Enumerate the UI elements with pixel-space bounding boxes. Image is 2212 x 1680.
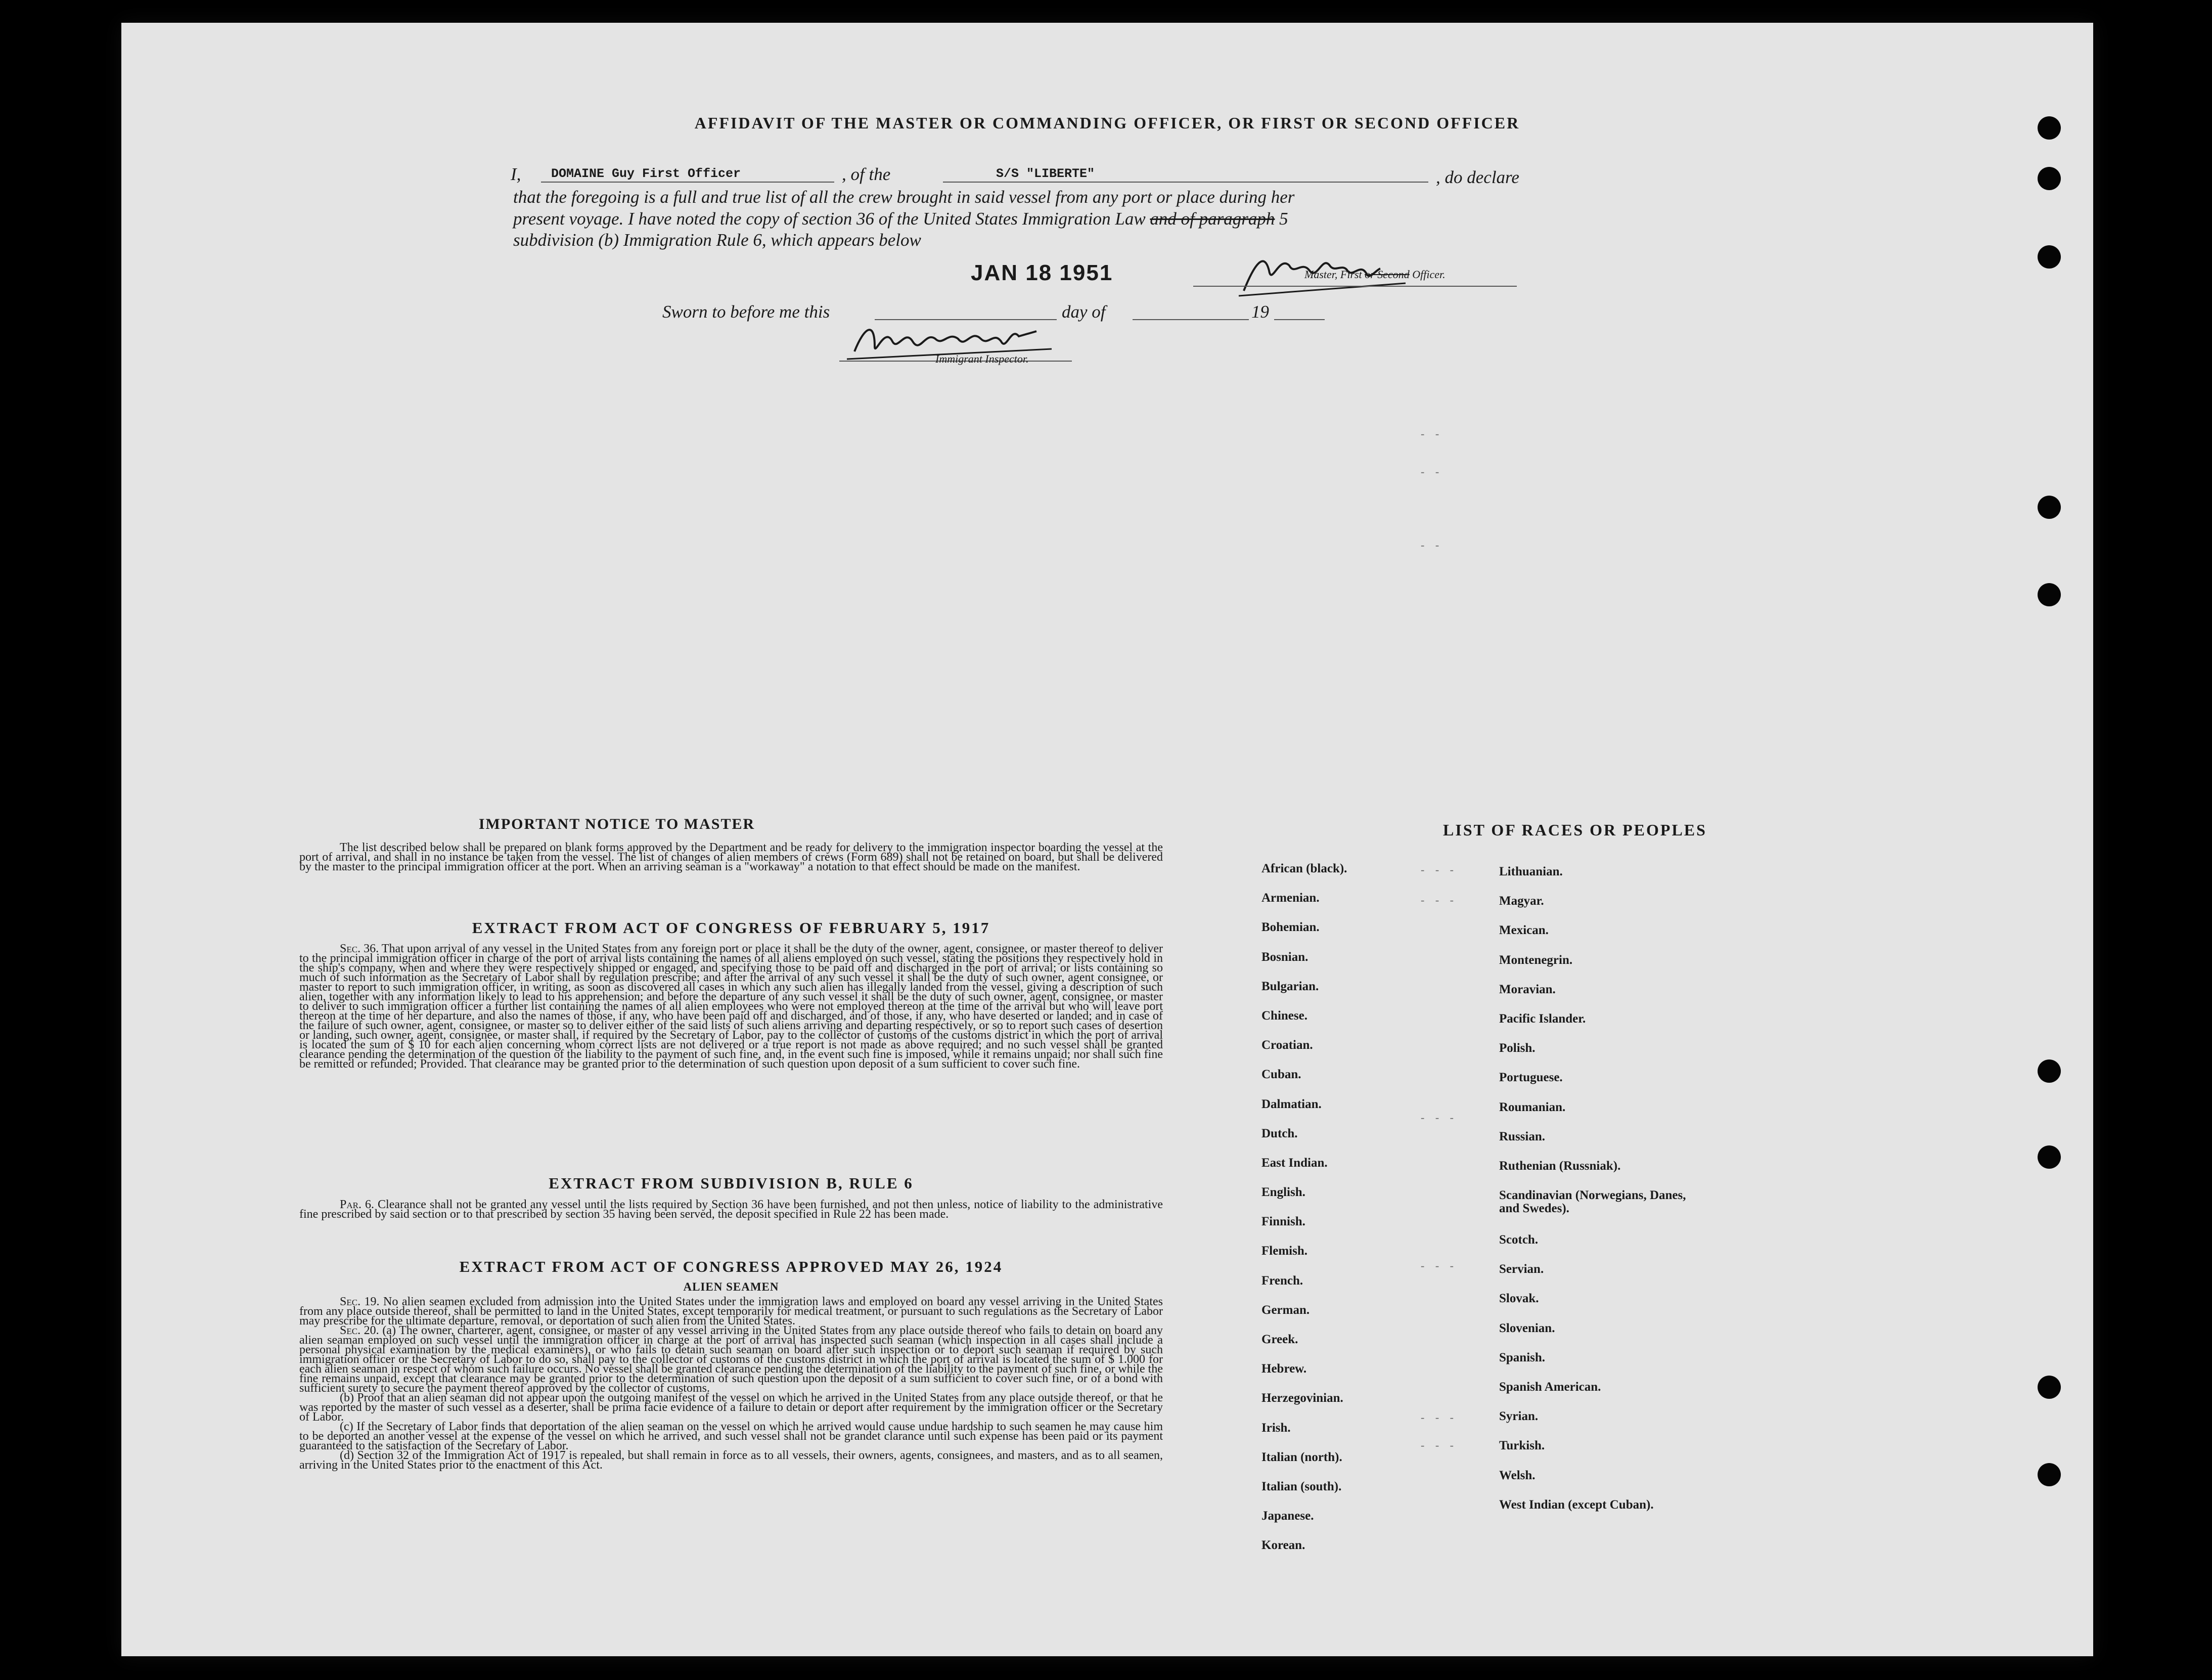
race-item: Bohemian.: [1261, 920, 1320, 935]
race-item: Mexican.: [1499, 923, 1549, 938]
extract-1917-body: Sec. 36. That upon arrival of any vessel in the United States from any foreign port or place it shall be the duty of the owner, agent, consignee, or master thereof to deliver to the principal immigration officer in charge of the port of arrival lists containing the names of all aliens employed on such vessel, stating the positions they respectively hold in the ship's company, when and where they were respectively shipped or engaged, and specifying those to be paid off and discharged in the port of arrival; or lists containing so much of such information as the Secretary of Labor shall by regulation prescribe; and after the arrival of any such vessel it shall be the duty of such owner, agent consignee, or master to report to such immigration officer, in writing, as soon as discovered all cases in which any such alien has illegally landed from the vessel, giving a description of such alien, together with any information likely to lead to his apprehension; and before the departure of any such vessel it shall be the duty of such owner, agent, consignee, or master to deliver to such immigration officer a further list containing the names of all alien employees who were not employed thereon at the time of the arrival but who will leave port thereon at the time of her departure, and also the names of those, if any, who have been paid off and discharged, and of those, if any, who have deserted or landed; and in case of the failure of such owner, agent, consignee, or master so to deliver either of the said lists of such aliens arriving and departing respectively, or so to report such cases of desertion or landing, such owner, agent, consignee, or master shall, if required by the Secretary of Labor, pay to the collector of customs of the customs district in which the port of arrival is located the sum of $ 10 for each alien concerning whom correct lists are not delivered or a true report is not made as above required; and no such vessel shall be granted clearance pending the determination of the question of the liability to the payment of such fine, and, in the event such fine is imposed, while it remains unpaid; nor shall such fine be remitted or refunded; Provided. That clearance may be granted prior to the determination of such question upon deposit of a sum sufficient to cover such fine.: [299, 942, 1163, 1071]
race-item: Dutch.: [1261, 1126, 1298, 1140]
struck-text: and of paragraph: [1150, 209, 1275, 229]
race-item: Polish.: [1499, 1041, 1536, 1055]
races-title: LIST OF RACES OR PEOPLES: [1443, 821, 1707, 839]
affidavit-line-3: present voyage. I have noted the copy of section 36 of the United States Immigration Law and of paragraph 5: [513, 209, 1288, 229]
race-item: Italian (north).: [1261, 1450, 1342, 1464]
punch-hole: [2038, 1463, 2061, 1486]
race-item: French.: [1261, 1273, 1303, 1288]
race-item: Syrian.: [1499, 1409, 1539, 1424]
race-item: Armenian.: [1261, 891, 1320, 905]
notice-body: The list described below shall be prepared on blank forms approved by the Department and be ready for delivery to the immigration inspector boarding the vessel at the port of arrival, and shall in no instance be taken from the vessel. The list of changes of alien members of crews (Form 689) shall not be retained on board, but shall be delivered by the master to the principal immigration officer at the port. When an arriving seaman is a "workaway" a notation to that effect should be made on the manifest.: [299, 841, 1163, 873]
race-item: Montenegrin.: [1499, 953, 1573, 967]
race-item: Spanish.: [1499, 1350, 1546, 1364]
race-item: Pacific Islander.: [1499, 1011, 1586, 1026]
race-item: Croatian.: [1261, 1038, 1313, 1052]
punch-hole: [2038, 245, 2061, 269]
alien-seamen-subtitle: ALIEN SEAMEN: [683, 1280, 779, 1293]
race-item: Japanese.: [1261, 1509, 1314, 1523]
race-item: Roumanian.: [1499, 1100, 1566, 1114]
race-item: Chinese.: [1261, 1008, 1307, 1023]
vessel-name: S/S "LIBERTE": [996, 166, 1095, 181]
race-item: Herzegovinian.: [1261, 1391, 1343, 1405]
race-item: Lithuanian.: [1499, 865, 1563, 878]
race-item: Hebrew.: [1261, 1362, 1307, 1376]
race-item: Italian (south).: [1261, 1479, 1342, 1493]
notice-title: IMPORTANT NOTICE TO MASTER: [478, 816, 755, 832]
race-item: East Indian.: [1261, 1156, 1328, 1170]
punch-hole: [2038, 116, 2061, 140]
race-item: Slovenian.: [1499, 1321, 1555, 1335]
signature-caption: Master, First or Second Officer.: [1304, 268, 1446, 281]
race-item: Ruthenian (Russniak).: [1499, 1159, 1621, 1173]
race-item: Russian.: [1499, 1129, 1546, 1143]
punch-hole: [2038, 167, 2061, 190]
race-item: German.: [1261, 1303, 1310, 1317]
race-item: Korean.: [1261, 1538, 1305, 1553]
punch-hole: [2038, 1376, 2061, 1399]
extract-rule6-title: EXTRACT FROM SUBDIVISION B, RULE 6: [549, 1174, 914, 1192]
races-left-column: [1261, 862, 1494, 1569]
punch-hole: [2038, 583, 2061, 606]
race-item: Spanish American.: [1499, 1380, 1601, 1394]
race-item: Dalmatian.: [1261, 1097, 1322, 1111]
race-item: West Indian (except Cuban).: [1499, 1497, 1654, 1512]
affidavit-line-1: [511, 164, 1588, 185]
document-sheet: AFFIDAVIT OF THE MASTER OR COMMANDING OFFICER, OR FIRST OR SECOND OFFICER I, DOMAINE Guy First Officer , of the S/S "LIBERTE" , do declare that the foregoing is a full and true list of all the crew brought in said vessel from any port or place during her present voyage. I have noted the copy of section 36 of the United States Immigration Law and of paragraph 5 subdivision (b) Immigration Rule 6, which appears below JAN 18 1951 Master, First or Second Officer. Sworn to before me this day of 19 Immigrant Inspector. IMPORTANT NOTICE TO MASTER The list described below shall be prepared on blank forms approved by the Department and be ready for delivery to the immigration inspector boarding the vessel at the port of arrival, and shall in no instance be taken from the vessel. The list of changes of alien members of crews (Form 689) shall not be retained on board, but shall be delivered by the master to the principal immigration officer at the port. When an arriving seaman is a "workaway" a notation to that effect should be made on the manifest. EXTRACT FROM ACT OF CONGRESS OF FEBRUARY 5, 1917 Sec. 36. That upon arrival of any vessel in the United States from any foreign port or place it shall be the duty of the owner, agent, consignee, or master thereof to deliver to the principal immigration officer in charge of the port of arrival lists containing the names of all aliens employed on such vessel, stating the positions they respectively hold in the ship's company, when and where they were respectively shipped or engaged, and specifying those to be paid off and discharged in the port of arrival; or lists containing so much of such information as the Secretary of Labor shall by regulation prescribe; and after the arrival of any such vessel it shall be the duty of such owner, agent consignee, or master to report to such immigration officer, in writing, as soon as discovered all cases in which any such alien has illegally landed from the vessel, giving a description of such alien, together with any information likely to lead to his apprehension; and before the departure of any such vessel it shall be the duty of such owner, agent, consignee, or master to deliver to such immigration officer a further list containing the names of all alien employees who were not employed thereon at the time of the arrival but who will leave port thereon at the time of her departure, and also the names of those, if any, who have been paid off and discharged, and of those, if any, who have deserted or landed; and in case of the failure of such owner, agent, consignee, or master so to deliver either of the said lists of such aliens arriving and departing respectively, or so to report such cases of desertion or landing, such owner, agent, consignee, or master shall, if required by the Secretary of Labor, pay to the collector of customs of the customs district in which the port of arrival is located the sum of $ 10 for each alien concerning whom correct lists are not delivered or a true report is not made as above required; and no such vessel shall be granted clearance pending the determination of the question of the liability to the payment of such fine, and, in the event such fine is imposed, while it remains unpaid; nor shall such fine be remitted or refunded; Provided. That clearance may be granted prior to the determination of such question upon deposit of a sum sufficient to cover such fine. EXTRACT FROM SUBDIVISION B, RULE 6 Par. 6. Clearance shall not be granted any vessel until the lists required by Section 36 have been furnished, and not then unless, notice of liability to the administrative fine prescribed by said section or to that prescribed by section 35 having been served, the deposit specified in Rule 22 has been made. EXTRACT FROM ACT OF CONGRESS APPROVED MAY 26, 1924 ALIEN SEAMEN Sec. 19. No alien seamen excluded from admission into the United States under the immigration laws and employed on board any vessel arriving in the United States from any place outside thereof, shall be permitted to land in the United States, except temporarily for medical treatment, or pursuant to such regulations as the Secretary of Labor may prescribe for the ultimate departure, removal, or deportation of such alien from the United States. Sec. 20. (a) The owner, charterer, agent, consignee, or master of any vessel arriving in the United States from any place outside thereof who fails to detain on board any alien seaman employed on such vessel until the immigration officer in charge at the port of arrival has inspected such seaman (which inspection in all cases shall include a personal physical examination by the medical examiners), or who fails to detain such seaman on board after such inspection or to deport such seaman if required by such immigration officer or the Secretary of Labor to do so, shall pay to the collector of customs of the customs district in which the port of arrival is located the sum of $ 1.000 for each alien seaman in respect of whom such failure occurs. No vessel shall be granted clearance pending the determination of the liability to the payment of such fine, or while the fine remains unpaid, except that clearance may be granted prior to the determination of such question upon the deposit of a sum sufficient to cover such fine, or of a bond with sufficient surety to secure the payment thereof approved by the collector of customs. (b) Proof that an alien seaman did not appear upon the outgoing manifest of the vessel on which he arrived in the United States from any place outside thereof, or that he was reported by the master of such vessel as a deserter, shall be prima facie evidence of a failure to detain or deport after requirement by the immigration officer or the Secretary of Labor. (c) If the Secretary of Labor finds that deportation of the alien seaman on the vessel on which he arrived would cause undue hardship to such seamen he may cause him to be deported an another vessel at the expense of the vessel on which he arrived, and such vessel shall not be grandet clarance until such expense has been paid or its payment guaranteed to the satisfaction of the Secretary of Labor. (d) Section 32 of the Immigration Act of 1917 is repealed, but shall remain in force as to all vessels, their owners, agents, consignees, and masters, and as to all seamen, arriving in the United States prior to the enactment of this Act. LIST OF RACES OR PEOPLES African (black). Armenian. Bohemian. Bosnian. Bulgarian. Chinese. Croatian. Cuban. Dalmatian. Dutch. East Indian. English. Finnish. Flemish. French. German. Greek. Hebrew. Herzegovinian. Irish. Italian (north). Italian (south). Japanese. Korean. Lithuanian. Magyar. Mexican. Montenegrin. Moravian. Pacific Islander. Polish. Portuguese. Roumanian. Russian. Ruthenian (Russniak). Scandinavian (Norwegians, Danes, and Swedes). Scotch. Servian. Slovak. Slovenian. Spanish. Spanish American. Syrian. Turkish. Welsh. West Indian (except Cuban). - - - - - - - - - - - - - - - - - - - - - - - -: [121, 23, 2093, 1656]
race-item: Finnish.: [1261, 1215, 1305, 1229]
affidavit-line-4: subdivision (b) Immigration Rule 6, which appears below: [513, 230, 921, 250]
race-item: Moravian.: [1499, 982, 1556, 996]
sworn-line: Sworn to before me this day of 19: [662, 302, 1446, 327]
race-item: Portuguese.: [1499, 1071, 1563, 1085]
race-item: Irish.: [1261, 1421, 1291, 1435]
affidavit-line-2: that the foregoing is a full and true list of all the crew brought in said vessel from any port or place during her: [513, 187, 1295, 207]
do-declare-text: , do declare: [1436, 167, 1519, 187]
officer-name: DOMAINE Guy First Officer: [551, 166, 741, 181]
race-item: Scandinavian (Norwegians, Danes, and Swedes).: [1499, 1188, 1686, 1216]
extract-1917-title: EXTRACT FROM ACT OF CONGRESS OF FEBRUARY 5, 1917: [472, 919, 990, 937]
punch-hole: [2038, 1145, 2061, 1169]
race-item: Welsh.: [1499, 1468, 1536, 1482]
race-item: Flemish.: [1261, 1244, 1307, 1258]
of-the-text: , of the: [842, 164, 891, 184]
punch-hole: [2038, 496, 2061, 519]
affidavit-i: I,: [511, 164, 521, 184]
inspector-caption: Immigrant Inspector.: [935, 352, 1029, 365]
extract-rule6-body: Par. 6. Clearance shall not be granted any vessel until the lists required by Section 36 have been furnished, and not then unless, notice of liability to the administrative fine prescribed by said section or to that prescribed by section 35 having been served, the deposit specified in Rule 22 has been made.: [299, 1198, 1163, 1221]
race-item: Greek.: [1261, 1333, 1298, 1346]
affidavit-title: AFFIDAVIT OF THE MASTER OR COMMANDING OFFICER, OR FIRST OR SECOND OFFICER: [694, 114, 1520, 132]
race-item: Bulgarian.: [1261, 979, 1319, 993]
race-item: English.: [1261, 1185, 1305, 1200]
extract-1924-body: Sec. 19. No alien seamen excluded from admission into the United States under the immigration laws and employed on board any vessel arriving in the United States from any place outside thereof, shall be permitted to land in the United States, except temporarily for medical treatment, or pursuant to such regulations as the Secretary of Labor may prescribe for the ultimate departure, removal, or deportation of such alien from the United States. Sec. 20. (a) The owner, charterer, agent, consignee, or master of any vessel arriving in the United States from any place outside thereof who fails to detain on board any alien seaman employed on such vessel until the immigration officer in charge at the port of arrival has inspected such seaman (which inspection in all cases shall include a personal physical examination by the medical examiners), or who fails to detain such seaman on board after such inspection or to deport such seaman if required by such immigration officer or the Secretary of Labor to do so, shall pay to the collector of customs of the customs district in which the port of arrival is located the sum of $ 1.000 for each alien seaman in respect of whom such failure occurs. No vessel shall be granted clearance pending the determination of the liability to the payment of such fine, or while the fine remains unpaid, except that clearance may be granted prior to the determination of such question upon the deposit of a sum sufficient to cover such fine, or of a bond with sufficient surety to secure the payment thereof approved by the collector of customs. (b) Proof that an alien seaman did not appear upon the outgoing manifest of the vessel on which he arrived in the United States from any place outside thereof, or that he was reported by the master of such vessel as a deserter, shall be prima facie evidence of a failure to detain or deport after requirement by the immigration officer or the Secretary of Labor. (c) If the Secretary of Labor finds that deportation of the alien seaman on the vessel on which he arrived would cause undue hardship to such seamen he may cause him to be deported an another vessel at the expense of the vessel on which he arrived, and such vessel shall not be grandet clarance until such expense has been paid or its payment guaranteed to the satisfaction of the Secretary of Labor. (d) Section 32 of the Immigration Act of 1917 is repealed, but shall remain in force as to all vessels, their owners, agents, consignees, and masters, and as to all seamen, arriving in the United States prior to the enactment of this Act.: [299, 1295, 1163, 1472]
race-item: Turkish.: [1499, 1439, 1545, 1453]
race-item: African (black).: [1261, 862, 1347, 875]
race-item: Scotch.: [1499, 1233, 1539, 1247]
race-item: Bosnian.: [1261, 950, 1308, 964]
date-stamp: JAN 18 1951: [971, 260, 1113, 285]
race-item: Cuban.: [1261, 1068, 1301, 1082]
race-item: Magyar.: [1499, 894, 1544, 908]
punch-hole: [2038, 1059, 2061, 1083]
extract-1924-title: EXTRACT FROM ACT OF CONGRESS APPROVED MAY 26, 1924: [459, 1258, 1003, 1275]
race-item: Servian.: [1499, 1262, 1544, 1276]
race-item: Slovak.: [1499, 1292, 1539, 1306]
races-right-column: [1499, 865, 1691, 1528]
